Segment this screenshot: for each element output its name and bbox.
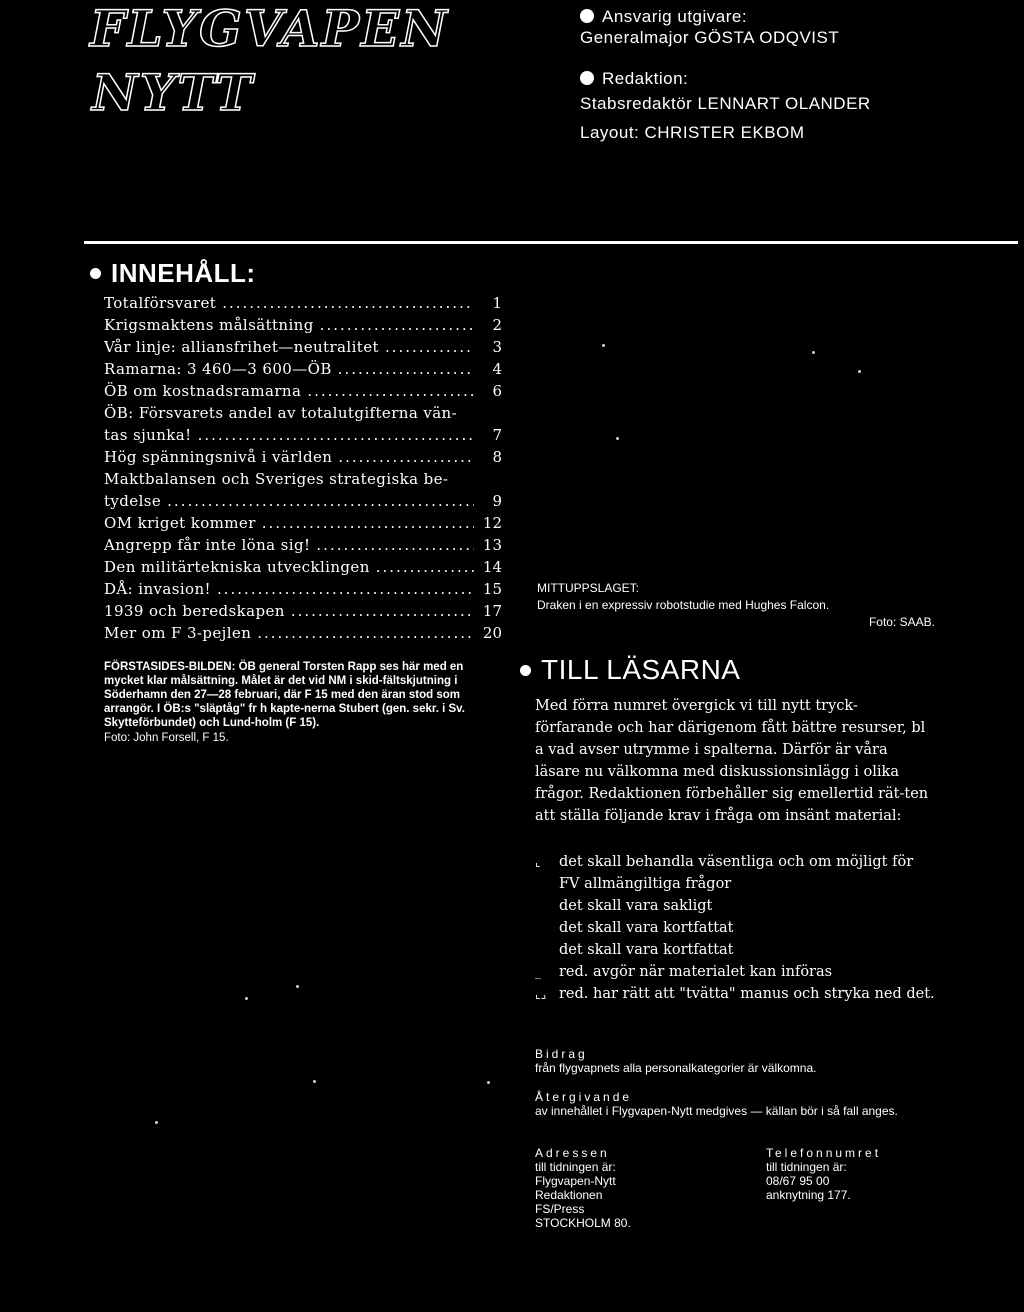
toc-item-title: Krigsmaktens målsättning [104, 316, 314, 334]
toc-item-page: 6 [492, 382, 502, 400]
scan-speck [155, 1121, 158, 1124]
list-item [535, 939, 935, 961]
toc-item-page: 13 [482, 536, 502, 554]
toc-item [104, 426, 502, 448]
centerfold-label: MITTUPPSLAGET: [537, 581, 640, 595]
toc-item-page: 4 [492, 360, 502, 378]
toc-item-title: Ramarna: 3 460—3 600—ÖB [104, 360, 332, 378]
header-rule [84, 241, 1018, 244]
scan-speck [812, 351, 815, 354]
toc-leader [338, 360, 474, 378]
phone-block [766, 1146, 966, 1202]
toc-item [104, 470, 502, 492]
toc-item [104, 580, 502, 602]
toc-item-title: Hög spänningsnivå i världen [104, 448, 333, 466]
toc-item-page: 14 [482, 558, 502, 576]
list-marker: ⌞ [535, 855, 541, 869]
toc-item-page: 1 [492, 294, 502, 312]
list-item [535, 895, 935, 917]
toc-leader [376, 558, 474, 576]
publisher-label: Ansvarig utgivare: [580, 7, 747, 27]
readers-heading: TILL LÄSARNA [520, 654, 740, 686]
toc-item-page: 12 [482, 514, 502, 532]
reprint-text: av innehållet i Flygvapen-Nytt medgives — källan bör i så fall anges. [535, 1104, 898, 1118]
toc-item-page: 2 [492, 316, 502, 334]
scan-speck [858, 370, 861, 373]
centerfold-text: Draken i en expressiv robotstudie med Hughes Falcon. [537, 598, 830, 612]
toc-item-title: tas sjunka! [104, 426, 192, 444]
toc-leader [257, 624, 474, 642]
toc-item [104, 404, 502, 426]
scan-speck [602, 344, 605, 347]
toc-leader [307, 382, 474, 400]
list-item [535, 961, 935, 983]
contributions-text: från flygvapnets alla personalkategorier är välkomna. [535, 1061, 817, 1075]
toc-item [104, 294, 502, 316]
bullet-icon [520, 665, 531, 676]
toc-item [104, 514, 502, 536]
toc-item-page: 3 [492, 338, 502, 356]
list-marker [535, 939, 559, 961]
cover-photo-credit: Foto: John Forsell, F 15. [104, 732, 229, 744]
reprint-label: Återgivande [535, 1090, 633, 1104]
toc-leader [320, 316, 474, 334]
toc-item [104, 558, 502, 580]
editorial-label: Redaktion: [580, 69, 688, 89]
toc-leader [291, 602, 474, 620]
address-line: till tidningen är: [535, 1160, 616, 1174]
toc-item-page: 9 [492, 492, 502, 510]
toc-item-page: 15 [482, 580, 502, 598]
bullet-icon [580, 71, 594, 85]
toc-item [104, 382, 502, 404]
toc-item [104, 492, 502, 514]
toc-item-title: Maktbalansen och Sveriges strategiska be- [104, 470, 449, 488]
toc-leader [338, 448, 474, 466]
centerfold-caption [537, 580, 935, 631]
cover-caption: FÖRSTASIDES-BILDEN: ÖB general Torsten Rapp ses här med en mycket klar målsättning. Målet är det vid NM i skid-fältskjutning i Söderhamn den 27—28 februari, där F 15 med den äran stod som arrangör. I ÖB:s "släptåg" fr h kapte-nerna Stubert (gen. sekr. i Sv. Skytteförbundet) och Lund-holm (F 15). Foto: John Forsell, F 15. [104, 660, 500, 745]
bullet-icon [580, 9, 594, 23]
list-marker: ⌞⌟ [535, 987, 547, 1001]
list-marker [535, 895, 559, 917]
list-item-text: det skall vara sakligt [559, 898, 713, 914]
list-item [535, 851, 935, 895]
toc-item [104, 602, 502, 624]
address-line: STOCKHOLM 80. [535, 1216, 631, 1230]
toc-leader [198, 426, 474, 444]
phone-line: till tidningen är: [766, 1160, 847, 1174]
address-block [535, 1146, 735, 1230]
toc-item-title: 1939 och beredskapen [104, 602, 285, 620]
table-of-contents [104, 294, 502, 646]
phone-line: anknytning 177. [766, 1188, 851, 1202]
scan-speck [245, 997, 248, 1000]
readers-body: Med förra numret övergick vi till nytt tryck-förfarande och har därigenom fått bättre resurser, bl a vad avser utrymme i spalterna. Därför är våra läsare nu välkomna med diskussionsinlägg i olika frågor. Redaktionen förbehåller sig emellertid rät-ten att ställa följande krav i fråga om insänt material: [535, 698, 929, 824]
list-item [535, 983, 935, 1005]
list-item [535, 917, 935, 939]
scan-speck [616, 437, 619, 440]
toc-item-page: 7 [492, 426, 502, 444]
toc-item-title: ÖB: Försvarets andel av totalutgifterna vän- [104, 404, 458, 422]
list-marker [535, 917, 559, 939]
editor-name: Stabsredaktör LENNART OLANDER [580, 94, 871, 113]
address-line: Redaktionen [535, 1188, 603, 1202]
toc-item [104, 624, 502, 646]
contributions-block [535, 1047, 935, 1075]
masthead-subtitle: NYTT [92, 63, 255, 122]
phone-label: Telefonnumret [766, 1146, 882, 1160]
address-line: FS/Press [535, 1202, 585, 1216]
toc-item-title: ÖB om kostnadsramarna [104, 382, 302, 400]
toc-item-page: 8 [492, 448, 502, 466]
toc-item-title: Angrepp får inte löna sig! [104, 536, 311, 554]
bullet-icon [90, 268, 101, 279]
requirements-list [535, 851, 935, 1005]
toc-item [104, 536, 502, 558]
list-item-text: det skall vara kortfattat [559, 920, 734, 936]
masthead-title: FLYGVAPEN [90, 0, 449, 58]
toc-item-page: 17 [482, 602, 502, 620]
toc-leader [385, 338, 474, 356]
toc-item-title: tydelse [104, 492, 162, 510]
toc-item-title: Den militärtekniska utvecklingen [104, 558, 370, 576]
toc-item [104, 338, 502, 360]
toc-item-title: DÅ: invasion! [104, 580, 211, 598]
toc-leader [167, 492, 474, 510]
list-item-text: det skall vara kortfattat [559, 942, 734, 958]
toc-heading: INNEHÅLL: [90, 258, 256, 289]
centerfold-photo-credit: Foto: SAAB. [868, 615, 935, 629]
phone-line: 08/67 95 00 [766, 1174, 830, 1188]
toc-leader [222, 294, 474, 312]
toc-item [104, 448, 502, 470]
toc-item-page: 20 [482, 624, 502, 642]
toc-leader [316, 536, 474, 554]
publisher-name: Generalmajor GÖSTA ODQVIST [580, 28, 840, 47]
toc-item-title: Vår linje: alliansfrihet—neutralitet [104, 338, 379, 356]
list-marker: _ [535, 965, 541, 979]
reprint-block [535, 1090, 935, 1118]
list-item-text: red. har rätt att "tvätta" manus och stryka ned det. [559, 986, 935, 1002]
scan-speck [487, 1081, 490, 1084]
list-item-text: det skall behandla väsentliga och om möjligt för FV allmängiltiga frågor [559, 854, 914, 892]
toc-item [104, 360, 502, 382]
layout-credit: Layout: CHRISTER EKBOM [580, 123, 805, 142]
address-label: Adressen [535, 1146, 610, 1160]
toc-item [104, 316, 502, 338]
address-line: Flygvapen-Nytt [535, 1174, 616, 1188]
list-item-text: red. avgör när materialet kan införas [559, 964, 833, 980]
scan-speck [313, 1080, 316, 1083]
toc-leader [217, 580, 474, 598]
contributions-label: Bidrag [535, 1047, 588, 1061]
scan-speck [296, 985, 299, 988]
toc-item-title: Totalförsvaret [104, 294, 217, 312]
toc-leader [262, 514, 474, 532]
toc-item-title: OM kriget kommer [104, 514, 256, 532]
toc-item-title: Mer om F 3-pejlen [104, 624, 252, 642]
